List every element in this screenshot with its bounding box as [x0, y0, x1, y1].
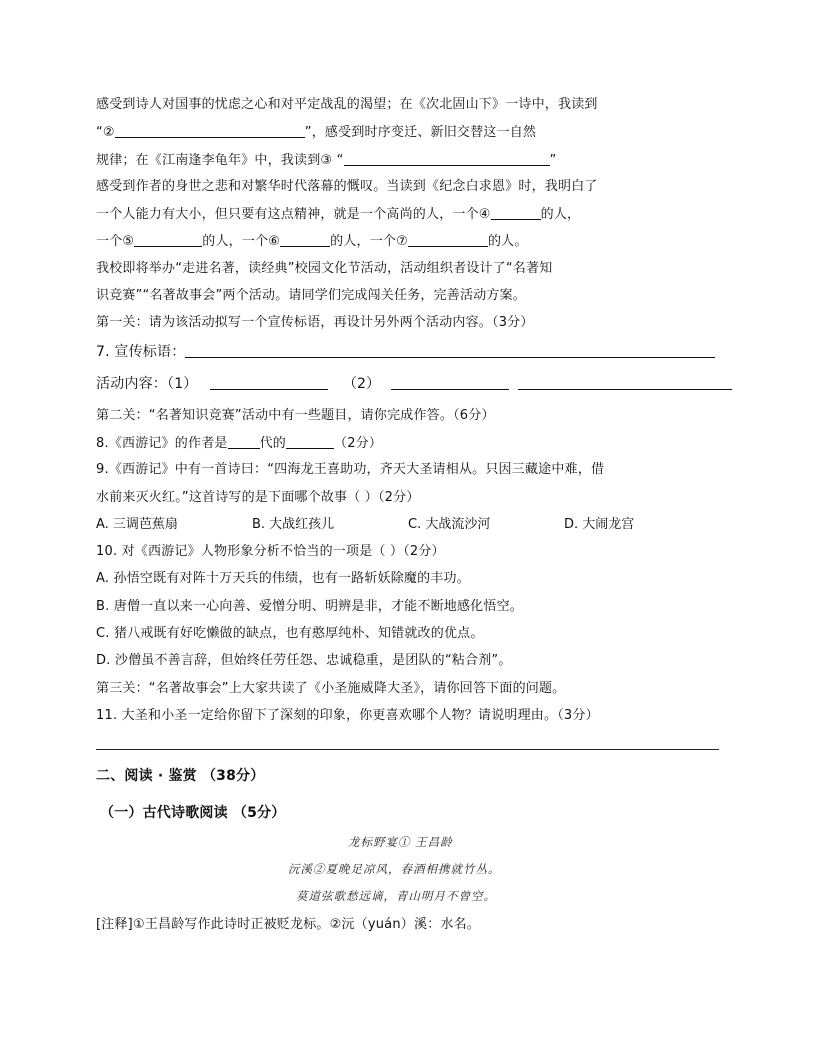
q9-option-c[interactable]: C. 大战流沙河 [408, 517, 491, 532]
q10-stem: 10. 对《西游记》人物形象分析不恰当的一项是（ ）（2分） [96, 544, 445, 559]
blank-5[interactable] [134, 232, 202, 247]
q8-text-a: 8.《西游记》的作者是 [96, 436, 228, 451]
poem-title: 龙标野宴① 王昌龄 [348, 835, 453, 849]
activity-label: 活动内容：（1） [96, 376, 198, 392]
q8-blank-dynasty[interactable] [228, 434, 260, 449]
activity-2-label: （2） [342, 376, 381, 392]
q8-row [96, 434, 382, 453]
q10-option-b[interactable]: B. 唐僧一直以来一心向善、爱憎分明、明辨是非，才能不断地感化悟空。 [96, 599, 523, 614]
blank-7[interactable] [408, 232, 488, 247]
text-line-2-tail: ”，感受到时序变迁、新旧交替这一自然 [304, 125, 537, 140]
q8-text-b: 代的 [259, 436, 287, 451]
text-line-6 [96, 232, 528, 251]
activity-2-line[interactable] [391, 375, 509, 390]
text-line-8: 识竞赛”“名著故事会”两个活动。请同学们完成闯关任务，完善活动方案。 [96, 288, 527, 303]
text-line-12: 第二关：“名著知识竞赛”活动中有一些题目，请你完成作答。（6分） [96, 408, 495, 423]
q9-option-b[interactable]: B. 大战红孩儿 [252, 517, 335, 532]
q7-activity-row [96, 375, 732, 393]
q10-option-a[interactable]: A. 孙悟空既有对阵十万天兵的伟绩，也有一路斩妖除魔的丰功。 [96, 571, 470, 586]
q7-slogan-row [96, 343, 715, 361]
section-2-title: 二、阅读 · 鉴赏 （38分） [96, 768, 265, 784]
text-line-5 [96, 205, 580, 224]
text-line-6-b: 的人，一个⑥ [202, 234, 281, 249]
text-line-5-head: 一个人能力有大小，但只要有这点精神，就是一个高尚的人，一个④ [96, 207, 491, 222]
q8-blank-author[interactable] [286, 434, 334, 449]
q9-option-a[interactable]: A. 三调芭蕉扇 [96, 517, 178, 532]
text-line-20: 第三关：“名著故事会”上大家共读了《小圣施威降大圣》，请你回答下面的问题。 [96, 681, 566, 696]
q9-line-1: 9.《西游记》中有一首诗曰：“四海龙王喜助功，齐天大圣请相从。只因三藏途中难，借 [96, 462, 605, 477]
q11-answer-line[interactable] [96, 749, 719, 750]
q10-option-c[interactable]: C. 猪八戒既有好吃懒做的缺点，也有憨厚纯朴、知错就改的优点。 [96, 626, 484, 641]
quote-close-3: ” [549, 153, 557, 168]
text-line-7: 我校即将举办“走进名著，读经典”校园文化节活动，活动组织者设计了“名著知 [96, 261, 553, 276]
blank-4[interactable] [491, 205, 541, 220]
poem-note: [注释]①王昌龄写作此诗时正被贬龙标。②沅（yuán）溪：水名。 [96, 917, 480, 932]
text-line-6-d: 的人。 [487, 234, 528, 249]
section-2-subtitle: （一）古代诗歌阅读 （5分） [100, 805, 286, 821]
text-line-3-head: 规律；在《江南逢李龟年》中，我读到③ “ [96, 153, 344, 168]
blank-2[interactable] [115, 123, 305, 138]
blank-6[interactable] [280, 232, 330, 247]
quote-open-2: “② [96, 125, 115, 140]
text-line-5-tail: 的人， [540, 207, 581, 222]
text-line-6-c: 的人，一个⑦ [330, 234, 408, 249]
activity-1-line[interactable] [210, 375, 328, 390]
q7-label: 7. 宣传标语： [96, 344, 186, 360]
text-line-6-a: 一个⑤ [96, 234, 135, 249]
blank-3[interactable] [344, 151, 550, 166]
q11-stem: 11. 大圣和小圣一定给你留下了深刻的印象，你更喜欢哪个人物？请说明理由。（3分） [96, 708, 599, 723]
text-line-3 [96, 151, 556, 170]
poem-line-1: 沅溪②夏晚足凉风，春酒相携就竹丛。 [288, 862, 501, 876]
text-line-2 [96, 123, 536, 142]
q10-option-d[interactable]: D. 沙僧虽不善言辞，但始终任劳任怨、忠诚稳重，是团队的“粘合剂”。 [96, 653, 512, 668]
q9-line-2: 水前来灭火红。”这首诗写的是下面哪个故事（ ）（2分） [96, 490, 420, 505]
text-line-9: 第一关：请为该活动拟写一个宣传标语，再设计另外两个活动内容。（3分） [96, 315, 534, 330]
text-line-4: 感受到作者的身世之悲和对繁华时代落幕的慨叹。当读到《纪念白求恩》时，我明白了 [96, 179, 598, 194]
poem-line-2: 莫道弦歌愁远谪，青山明月不曾空。 [296, 889, 496, 903]
q8-text-c: （2分） [334, 436, 383, 451]
q9-option-d[interactable]: D. 大闹龙宫 [564, 517, 635, 532]
slogan-answer-line[interactable] [185, 343, 715, 358]
text-line-1: 感受到诗人对国事的忧虑之心和对平定战乱的渴望；在《次北固山下》一诗中，我读到 [96, 97, 598, 112]
activity-3-line[interactable] [518, 375, 732, 390]
